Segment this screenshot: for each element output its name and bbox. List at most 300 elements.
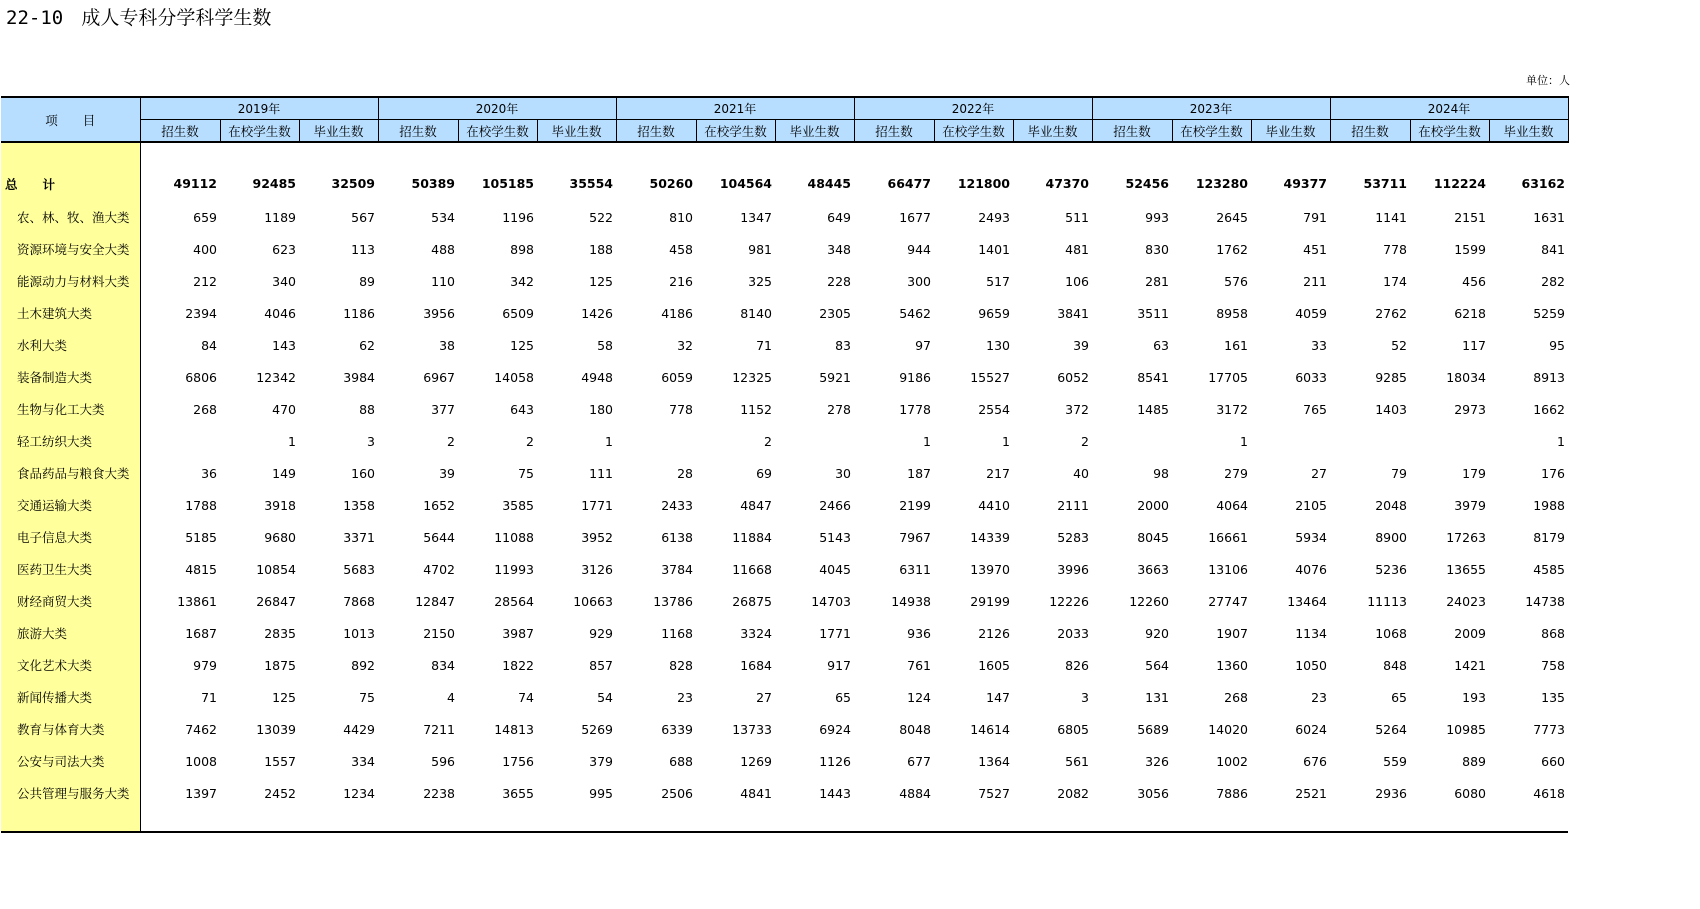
value-cell: 106 [1065,273,1089,289]
value-cell: 559 [1383,753,1407,769]
value-cell: 1234 [343,785,375,801]
value-cell: 9680 [264,529,296,545]
value-cell: 1196 [502,209,534,225]
value-cell: 124 [907,689,931,705]
value-cell: 24023 [1446,593,1486,609]
value-cell: 28564 [494,593,534,609]
table-row [1,585,1568,617]
value-cell: 3996 [1057,561,1089,577]
value-cell: 2433 [661,497,693,513]
value-cell: 3511 [1137,305,1169,321]
value-cell: 52456 [1125,176,1169,191]
value-cell: 379 [589,753,613,769]
value-cell: 5689 [1137,721,1169,737]
value-cell: 2973 [1454,401,1486,417]
year-header: 2024年 [1330,97,1568,120]
value-cell: 3056 [1137,785,1169,801]
value-cell: 14020 [1208,721,1248,737]
value-cell: 2936 [1375,785,1407,801]
value-cell: 62 [359,337,375,353]
value-cell: 4046 [264,305,296,321]
total-row [1,166,1568,201]
value-cell: 5283 [1057,529,1089,545]
value-cell: 3663 [1137,561,1169,577]
value-cell: 857 [589,657,613,673]
value-cell: 179 [1462,465,1486,481]
value-cell: 892 [351,657,375,673]
label-cell [1,809,140,832]
value-cell: 993 [1145,209,1169,225]
value-cell: 3979 [1454,497,1486,513]
value-cell: 2150 [423,625,455,641]
value-cell: 161 [1224,337,1248,353]
value-cell: 1684 [740,657,772,673]
value-cell: 6924 [819,721,851,737]
value-cell: 830 [1145,241,1169,257]
unit-label: 单位：人 [1526,74,1570,87]
value-cell: 1269 [740,753,772,769]
value-cell: 4410 [978,497,1010,513]
value-cell: 6033 [1295,369,1327,385]
value-cell: 13861 [177,593,217,609]
value-cell: 1013 [343,625,375,641]
table-row [1,297,1568,329]
value-cell: 917 [827,657,851,673]
value-cell: 1152 [740,401,772,417]
value-cell: 1599 [1454,241,1486,257]
value-cell: 89 [359,273,375,289]
value-cell: 193 [1462,689,1486,705]
value-cell: 1426 [581,305,613,321]
value-cell: 4702 [423,561,455,577]
value-cell: 470 [272,401,296,417]
row-label: 新闻传播大类 [1,681,140,713]
value-cell: 71 [756,337,772,353]
row-label: 交通运输大类 [1,489,140,521]
row-label: 旅游大类 [1,617,140,649]
value-cell: 40 [1073,465,1089,481]
value-cell: 30 [835,465,851,481]
value-cell [1172,142,1251,166]
value-cell: 123280 [1195,176,1248,191]
value-cell: 98 [1153,465,1169,481]
value-cell [299,142,378,166]
value-cell: 1756 [502,753,534,769]
value-cell: 1134 [1295,625,1327,641]
value-cell: 4815 [185,561,217,577]
value-cell: 63162 [1521,176,1565,191]
value-cell: 834 [431,657,455,673]
value-cell [1013,809,1092,832]
spacer-row [1,142,1568,166]
value-cell: 4186 [661,305,693,321]
row-label: 生物与化工大类 [1,393,140,425]
column-header: 在校学生数 [1172,120,1251,143]
value-cell: 18034 [1446,369,1486,385]
row-label: 能源动力与材料大类 [1,265,140,297]
value-cell: 3 [367,433,375,449]
value-cell: 1 [1557,433,1565,449]
value-cell: 2394 [185,305,217,321]
value-cell: 36 [201,465,217,481]
row-label: 公共管理与服务大类 [1,777,140,809]
value-cell: 2105 [1295,497,1327,513]
value-cell: 95 [1549,337,1565,353]
value-cell: 1002 [1216,753,1248,769]
value-cell: 54 [597,689,613,705]
value-cell [220,809,299,832]
value-cell: 11884 [732,529,772,545]
value-cell: 5462 [899,305,931,321]
value-cell: 1485 [1137,401,1169,417]
value-cell: 456 [1462,273,1486,289]
value-cell: 1421 [1454,657,1486,673]
value-cell: 97 [915,337,931,353]
value-cell: 11993 [494,561,534,577]
value-cell [537,809,616,832]
value-cell: 9659 [978,305,1010,321]
table-row [1,457,1568,489]
table-row [1,233,1568,265]
value-cell: 13039 [256,721,296,737]
value-cell: 112224 [1433,176,1486,191]
value-cell: 33 [1311,337,1327,353]
value-cell: 52 [1391,337,1407,353]
value-cell: 8958 [1216,305,1248,321]
value-cell: 3784 [661,561,693,577]
value-cell: 334 [351,753,375,769]
value-cell [1172,809,1251,832]
value-cell: 104564 [719,176,772,191]
table-row [1,361,1568,393]
value-cell [140,425,220,457]
value-cell: 1358 [343,497,375,513]
value-cell: 1 [288,433,296,449]
table-code: 22-10 [6,7,64,29]
value-cell: 8048 [899,721,931,737]
value-cell: 325 [748,273,772,289]
value-cell: 7462 [185,721,217,737]
value-cell: 7211 [423,721,455,737]
table-row [1,425,1568,457]
value-cell [1092,142,1172,166]
value-cell: 372 [1065,401,1089,417]
value-cell: 10985 [1446,721,1486,737]
value-cell: 826 [1065,657,1089,673]
value-cell: 1 [1240,433,1248,449]
value-cell: 2 [447,433,455,449]
value-cell: 778 [669,401,693,417]
value-cell: 17705 [1208,369,1248,385]
value-cell: 53711 [1363,176,1407,191]
column-header: 招生数 [1330,120,1410,143]
value-cell: 113 [351,241,375,257]
row-label: 公安与司法大类 [1,745,140,777]
value-cell: 12226 [1049,593,1089,609]
value-cell: 1557 [264,753,296,769]
value-cell: 47370 [1045,176,1089,191]
value-cell [378,142,458,166]
value-cell: 1662 [1533,401,1565,417]
value-cell: 5264 [1375,721,1407,737]
value-cell: 6806 [185,369,217,385]
page-title [6,3,271,30]
value-cell: 147 [986,689,1010,705]
value-cell: 979 [193,657,217,673]
row-label: 食品药品与粮食大类 [1,457,140,489]
value-cell [1092,425,1172,457]
value-cell: 1364 [978,753,1010,769]
value-cell: 3126 [581,561,613,577]
value-cell: 7886 [1216,785,1248,801]
value-cell: 451 [1303,241,1327,257]
value-cell: 79 [1391,465,1407,481]
column-header: 招生数 [1092,120,1172,143]
value-cell: 11088 [494,529,534,545]
value-cell: 1788 [185,497,217,513]
value-cell [1013,142,1092,166]
value-cell [1251,142,1330,166]
value-cell: 810 [669,209,693,225]
value-cell: 1631 [1533,209,1565,225]
value-cell: 15527 [970,369,1010,385]
value-cell [1330,142,1410,166]
value-cell: 659 [193,209,217,225]
value-cell: 2199 [899,497,931,513]
value-cell: 1822 [502,657,534,673]
value-cell: 2554 [978,401,1010,417]
table-row [1,521,1568,553]
value-cell: 7868 [343,593,375,609]
value-cell: 38 [439,337,455,353]
column-header: 毕业生数 [1489,120,1568,143]
value-cell: 16661 [1208,529,1248,545]
value-cell: 71 [201,689,217,705]
value-cell: 1875 [264,657,296,673]
value-cell [1410,142,1489,166]
value-cell [1410,425,1489,457]
column-header: 招生数 [854,120,934,143]
value-cell [775,809,854,832]
table-row [1,745,1568,777]
value-cell: 32509 [331,176,375,191]
row-label: 农、林、牧、渔大类 [1,201,140,233]
table-row [1,329,1568,361]
value-cell: 400 [193,241,217,257]
value-cell: 6052 [1057,369,1089,385]
value-cell: 660 [1541,753,1565,769]
value-cell: 342 [510,273,534,289]
value-cell [616,142,696,166]
value-cell: 4076 [1295,561,1327,577]
value-cell: 2126 [978,625,1010,641]
value-cell: 5683 [343,561,375,577]
value-cell: 765 [1303,401,1327,417]
value-cell: 9186 [899,369,931,385]
value-cell: 3324 [740,625,772,641]
table-row [1,393,1568,425]
spacer-row [1,809,1568,832]
value-cell [1410,809,1489,832]
value-cell: 130 [986,337,1010,353]
value-cell: 4618 [1533,785,1565,801]
value-cell: 14703 [811,593,851,609]
value-cell: 3984 [343,369,375,385]
row-label: 教育与体育大类 [1,713,140,745]
column-header: 毕业生数 [1251,120,1330,143]
value-cell: 3918 [264,497,296,513]
value-cell: 522 [589,209,613,225]
value-cell: 2645 [1216,209,1248,225]
value-cell [934,142,1013,166]
value-cell: 27 [1311,465,1327,481]
year-header: 2020年 [378,97,616,120]
label-cell [1,142,140,166]
value-cell: 13733 [732,721,772,737]
column-header: 在校学生数 [458,120,537,143]
value-cell: 211 [1303,273,1327,289]
value-cell: 1403 [1375,401,1407,417]
value-cell: 17263 [1446,529,1486,545]
value-cell: 6805 [1057,721,1089,737]
value-cell: 125 [272,689,296,705]
value-cell: 1068 [1375,625,1407,641]
value-cell: 75 [518,465,534,481]
value-cell: 23 [677,689,693,705]
value-cell: 176 [1541,465,1565,481]
value-cell: 160 [351,465,375,481]
value-cell: 1652 [423,497,455,513]
value-cell: 88 [359,401,375,417]
value-cell: 13970 [970,561,1010,577]
value-cell: 27747 [1208,593,1248,609]
row-label: 土木建筑大类 [1,297,140,329]
value-cell: 3952 [581,529,613,545]
value-cell: 6339 [661,721,693,737]
value-cell: 6311 [899,561,931,577]
table-row [1,617,1568,649]
value-cell: 377 [431,401,455,417]
column-header: 在校学生数 [934,120,1013,143]
value-cell: 3841 [1057,305,1089,321]
value-cell: 4948 [581,369,613,385]
value-cell: 2452 [264,785,296,801]
value-cell: 279 [1224,465,1248,481]
value-cell [1251,809,1330,832]
value-cell: 2111 [1057,497,1089,513]
value-cell: 4064 [1216,497,1248,513]
value-cell [220,142,299,166]
value-cell: 212 [193,273,217,289]
value-cell: 2305 [819,305,851,321]
value-cell: 2 [764,433,772,449]
value-cell: 4045 [819,561,851,577]
value-cell: 278 [827,401,851,417]
value-cell: 4059 [1295,305,1327,321]
row-label: 装备制造大类 [1,361,140,393]
value-cell: 3 [1081,689,1089,705]
value-cell: 2048 [1375,497,1407,513]
value-cell: 12325 [732,369,772,385]
value-cell: 1168 [661,625,693,641]
value-cell [1092,809,1172,832]
value-cell: 1008 [185,753,217,769]
table-row [1,777,1568,809]
value-cell: 12847 [415,593,455,609]
value-cell [1330,425,1410,457]
value-cell: 868 [1541,625,1565,641]
value-cell: 2835 [264,625,296,641]
value-cell: 623 [272,241,296,257]
value-cell: 180 [589,401,613,417]
value-cell: 14813 [494,721,534,737]
value-cell: 75 [359,689,375,705]
value-cell: 8179 [1533,529,1565,545]
value-cell [299,809,378,832]
value-cell [854,142,934,166]
value-cell: 14614 [970,721,1010,737]
value-cell: 4 [447,689,455,705]
value-cell: 11668 [732,561,772,577]
value-cell: 1050 [1295,657,1327,673]
value-cell [140,142,220,166]
value-cell [934,809,1013,832]
value-cell: 50389 [411,176,455,191]
value-cell: 5236 [1375,561,1407,577]
value-cell: 561 [1065,753,1089,769]
value-cell: 8541 [1137,369,1169,385]
value-cell: 92485 [252,176,296,191]
value-cell: 841 [1541,241,1565,257]
value-cell: 2000 [1137,497,1169,513]
value-cell: 28 [677,465,693,481]
value-cell: 13786 [653,593,693,609]
value-cell [1330,809,1410,832]
value-cell: 125 [510,337,534,353]
value-cell: 6024 [1295,721,1327,737]
value-cell: 326 [1145,753,1169,769]
value-cell: 281 [1145,273,1169,289]
value-cell: 105185 [481,176,534,191]
column-header: 毕业生数 [1013,120,1092,143]
value-cell: 1771 [819,625,851,641]
value-cell: 944 [907,241,931,257]
value-cell [696,142,775,166]
value-cell: 1186 [343,305,375,321]
value-cell: 6138 [661,529,693,545]
value-cell: 6967 [423,369,455,385]
value-cell: 65 [835,689,851,705]
row-label: 财经商贸大类 [1,585,140,617]
value-cell: 26875 [732,593,772,609]
value-cell: 23 [1311,689,1327,705]
value-cell: 936 [907,625,931,641]
value-cell: 111 [589,465,613,481]
value-cell: 4429 [343,721,375,737]
value-cell: 898 [510,241,534,257]
value-cell: 66477 [887,176,931,191]
table-title: 成人专科分学科学生数 [81,7,272,29]
value-cell: 13655 [1446,561,1486,577]
value-cell: 481 [1065,241,1089,257]
value-cell: 187 [907,465,931,481]
value-cell: 3371 [343,529,375,545]
value-cell: 4884 [899,785,931,801]
year-header: 2021年 [616,97,854,120]
value-cell: 268 [193,401,217,417]
item-header: 项 目 [1,97,140,142]
year-header-row [1,97,1568,120]
